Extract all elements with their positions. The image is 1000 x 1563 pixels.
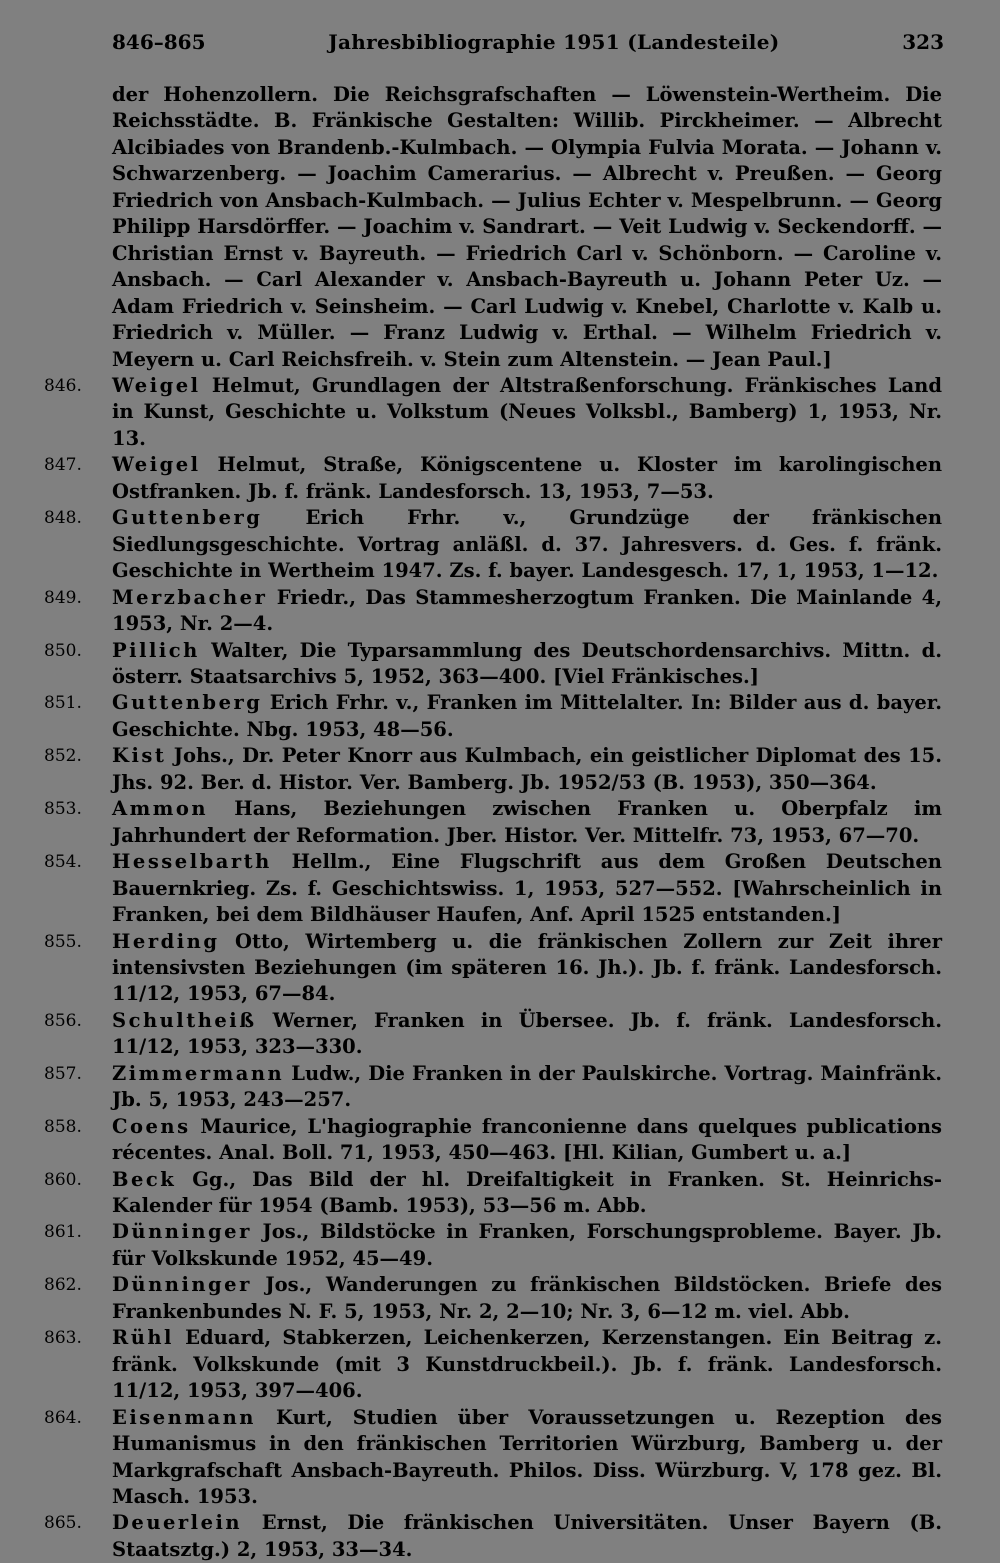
entry-author: Rühl: [112, 1326, 174, 1350]
entry-author: Herding: [112, 929, 220, 953]
entry-number: 858.: [44, 1116, 82, 1137]
entry-number: 862.: [44, 1275, 82, 1296]
entry-number: 850.: [44, 640, 82, 661]
entry-number: 851.: [44, 693, 82, 714]
bibliography-entry: [44, 585, 942, 638]
bibliography-entry: [44, 1325, 942, 1404]
bibliography-entry: [44, 796, 942, 849]
entry-author: Ammon: [112, 797, 209, 821]
entry-number: 849.: [44, 587, 82, 608]
entry-text: Gg., Das Bild der hl. Dreifaltigkeit in Franken. St. Heinrichs-Kalender für 1954 (Bamb. 1953), 53—56 m. Abb.: [112, 1167, 942, 1218]
entry-author: Pillich: [112, 638, 200, 662]
entry-text: Helmut, Grundlagen der Altstraßenforschung. Fränkisches Land in Kunst, Geschichte u. Volkstum (Neues Volksbl., Bamberg) 1, 1953, Nr. 13.: [112, 373, 942, 450]
entry-number: 855.: [44, 931, 82, 952]
bibliography-body: [0, 82, 1000, 1563]
bibliography-entry: [44, 743, 942, 796]
bibliography-entry: [44, 1272, 942, 1325]
entry-author: Zimmermann: [112, 1061, 285, 1085]
entry-number: 857.: [44, 1063, 82, 1084]
entry-number: 856.: [44, 1010, 82, 1031]
entry-text: Jos., Bildstöcke in Franken, Forschungsprobleme. Bayer. Jb. für Volkskunde 1952, 45—49.: [112, 1220, 942, 1270]
bibliography-entry: [44, 690, 942, 743]
entry-range: 846–865: [112, 30, 206, 54]
bibliography-entry: [44, 1510, 942, 1563]
entry-number: 861.: [44, 1222, 82, 1243]
entry-author: Hesselbarth: [112, 850, 272, 874]
bibliography-entry: [44, 1219, 942, 1272]
entry-text: Hellm., Eine Flugschrift aus dem Großen Deutschen Bauernkrieg. Zs. f. Geschichtswiss. 1, 1953, 527—552. [Wahrscheinlich in Franken, bei dem Bildhäuser Haufen, Anf. April 1525 entstanden.]: [112, 850, 942, 927]
entry-author: Weigel: [112, 373, 201, 397]
entry-author: Guttenberg: [112, 506, 263, 530]
entry-author: Deuerlein: [112, 1511, 243, 1535]
entry-text: Ludw., Die Franken in der Paulskirche. Vortrag. Mainfränk. Jb. 5, 1953, 243—257.: [112, 1061, 942, 1112]
entry-author: Kist: [112, 744, 167, 768]
bibliography-entry: [44, 505, 942, 584]
entry-text: Werner, Franken in Übersee. Jb. f. fränk. Landesforsch. 11/12, 1953, 323—330.: [112, 1008, 942, 1059]
page-header: [112, 30, 944, 60]
entry-text: Helmut, Straße, Königscentene u. Kloster im karolingischen Ostfranken. Jb. f. fränk. Landesforsch. 13, 1953, 7—53.: [112, 453, 942, 503]
entry-number: 863.: [44, 1328, 82, 1349]
bibliography-entry: [44, 1405, 942, 1511]
entry-number: 853.: [44, 799, 82, 820]
bibliography-entry: [44, 1114, 942, 1167]
entry-text: Jos., Wanderungen zu fränkischen Bildstöcken. Briefe des Frankenbundes N. F. 5, 1953, Nr. 2, 2—10; Nr. 3, 6—12 m. viel. Abb.: [112, 1273, 942, 1323]
entry-text: Erich Frhr. v., Franken im Mittelalter. In: Bilder aus d. bayer. Geschichte. Nbg. 1953, 48—56.: [112, 691, 942, 741]
continued-paragraph: der Hohenzollern. Die Reichsgrafschaften — Löwenstein-Wertheim. Die Reichsstädte. B. Fränkische Gestalten: Willib. Pirckheimer. — Albrecht Alcibiades von Brandenb.-Kulmbach. — Olympia Fulvia Morata. — Johann v. Schwarzenberg. — Joachim Camerarius. — Albrecht v. Preußen. — Georg Friedrich von Ansbach-Kulmbach. — Julius Echter v. Mespelbrunn. — Georg Philipp Harsdörffer. — Joachim v. Sandrart. — Veit Ludwig v. Seckendorff. — Christian Ernst v. Bayreuth. — Friedrich Carl v. Schönborn. — Caroline v. Ansbach. — Carl Alexander v. Ansbach-Bayreuth u. Johann Peter Uz. — Adam Friedrich v. Seinsheim. — Carl Ludwig v. Knebel, Charlotte v. Kalb u. Friedrich v. Müller. — Franz Ludwig v. Erthal. — Wilhelm Friedrich v. Meyern u. Carl Reichsfreih. v. Stein zum Altenstein. — Jean Paul.]: [112, 83, 942, 371]
page-number: 323: [902, 30, 944, 54]
entry-author: Dünninger: [112, 1273, 252, 1297]
entry-text: Eduard, Stabkerzen, Leichenkerzen, Kerzenstangen. Ein Beitrag z. fränk. Volkskunde (mit 3 Kunstdruckbeil.). Jb. f. fränk. Landesforsch. 11/12, 1953, 397—406.: [112, 1326, 942, 1403]
entry-author: Beck: [112, 1167, 177, 1191]
bibliography-entry: [44, 1061, 942, 1114]
entry-text: Friedr., Das Stammesherzogtum Franken. Die Mainlande 4, 1953, Nr. 2—4.: [112, 585, 942, 636]
bibliography-entry: [44, 452, 942, 505]
entry-number: 865.: [44, 1513, 82, 1534]
entry-author: Eisenmann: [112, 1405, 256, 1429]
entry-author: Schultheiß: [112, 1008, 257, 1032]
entry-text: Kurt, Studien über Voraussetzungen u. Rezeption des Humanismus in den fränkischen Territorien Würzburg, Bamberg u. der Markgrafschaft Ansbach-Bayreuth. Philos. Diss. Würzburg. V, 178 gez. Bl. Masch. 1953.: [112, 1405, 942, 1509]
entry-number: 860.: [44, 1169, 82, 1190]
entry-author: Coens: [112, 1114, 191, 1138]
entry-text: Maurice, L'hagiographie franconienne dans quelques publications récentes. Anal. Boll. 71, 1953, 450—463. [Hl. Kilian, Gumbert u. a.]: [112, 1114, 942, 1165]
entry-text: Hans, Beziehungen zwischen Franken u. Oberpfalz im Jahrhundert der Reformation. Jber. Histor. Ver. Mittelfr. 73, 1953, 67—70.: [112, 797, 942, 847]
entry-number: 854.: [44, 852, 82, 873]
entry-text: Erich Frhr. v., Grundzüge der fränkischen Siedlungsgeschichte. Vortrag anläßl. d. 37. Jahresvers. d. Ges. f. fränk. Geschichte in Wertheim 1947. Zs. f. bayer. Landesgesch. 17, 1, 1953, 1—12.: [112, 506, 942, 583]
entry-author: Weigel: [112, 453, 201, 477]
entry-author: Merzbacher: [112, 585, 268, 609]
entry-text: Johs., Dr. Peter Knorr aus Kulmbach, ein geistlicher Diplomat des 15. Jhs. 92. Ber. d. Histor. Ver. Bamberg. Jb. 1952/53 (B. 1953), 350—364.: [112, 744, 942, 794]
running-title: Jahresbibliographie 1951 (Landesteile): [328, 30, 780, 54]
entry-text: Walter, Die Typarsammlung des Deutschordensarchivs. Mittn. d. österr. Staatsarchivs 5, 1952, 363—400. [Viel Fränkisches.]: [112, 638, 942, 688]
entry-number: 847.: [44, 455, 82, 476]
bibliography-entry: [44, 373, 942, 452]
entry-text: Otto, Wirtemberg u. die fränkischen Zollern zur Zeit ihrer intensivsten Beziehungen (im späteren 16. Jh.). Jb. f. fränk. Landesforsch. 11/12, 1953, 67—84.: [112, 929, 942, 1006]
entry-number: 852.: [44, 746, 82, 767]
bibliography-entry: [44, 929, 942, 1008]
entry-author: Guttenberg: [112, 691, 263, 715]
bibliography-entry: [44, 1167, 942, 1220]
bibliography-entry: [44, 849, 942, 928]
bibliography-entry: [44, 1008, 942, 1061]
entry-text: Ernst, Die fränkischen Universitäten. Unser Bayern (B. Staatsztg.) 2, 1953, 33—34.: [112, 1511, 942, 1561]
entry-number: 846.: [44, 375, 82, 396]
entry-number: 848.: [44, 508, 82, 529]
bibliography-entry: [44, 638, 942, 691]
entry-number: 864.: [44, 1407, 82, 1428]
entry-list: [0, 373, 1000, 1563]
entry-author: Dünninger: [112, 1220, 252, 1244]
